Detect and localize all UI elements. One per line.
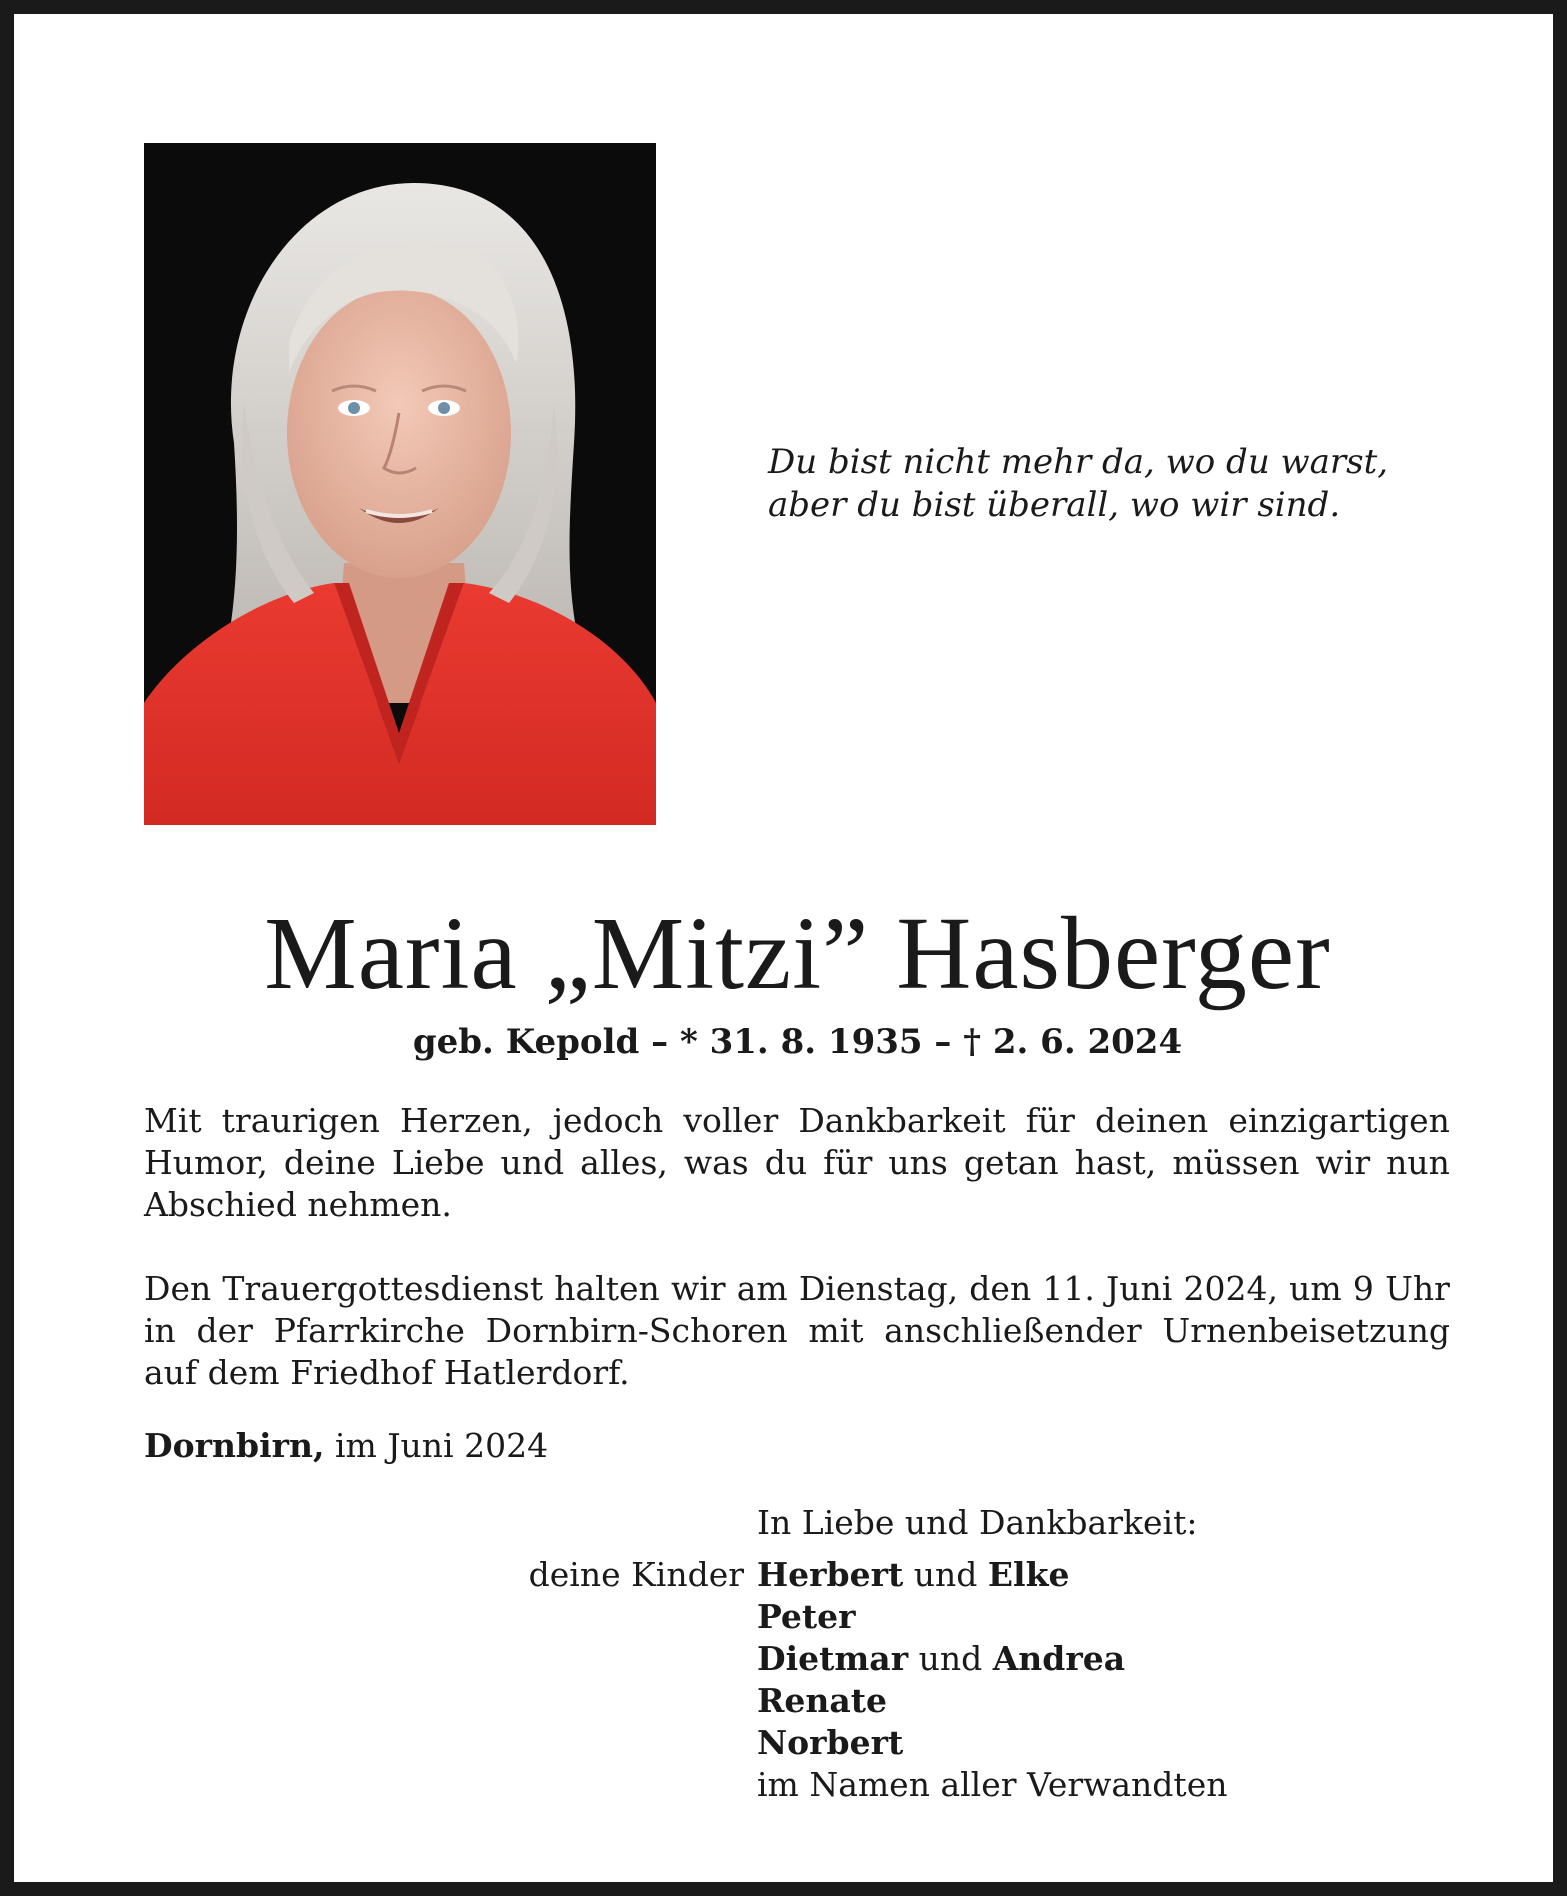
word: hast, xyxy=(1074,1143,1157,1182)
deceased-name: Maria „Mitzi” Hasberger xyxy=(264,896,1331,1011)
portrait-photo xyxy=(144,143,656,825)
word: jedoch xyxy=(552,1101,664,1140)
paragraph-line xyxy=(144,1100,1450,1142)
family-name: Elke xyxy=(987,1555,1070,1594)
place-month: im Juni 2024 xyxy=(324,1426,549,1465)
word: für xyxy=(1025,1101,1075,1140)
paragraph-line: auf dem Friedhof Hatlerdorf. xyxy=(144,1353,630,1392)
word: einzigartigen xyxy=(1228,1101,1450,1140)
family-name: Peter xyxy=(757,1597,856,1636)
family-row xyxy=(757,1638,1227,1680)
family-row xyxy=(757,1554,1227,1596)
family-conjunction: und xyxy=(903,1555,988,1594)
children-label: deine Kinder xyxy=(528,1555,744,1594)
family-name: Andrea xyxy=(992,1639,1126,1678)
word: müssen xyxy=(1172,1143,1300,1182)
paragraph-line xyxy=(144,1310,1450,1352)
word: 2024, xyxy=(1183,1269,1278,1308)
word: halten xyxy=(554,1269,660,1308)
family-name: Herbert xyxy=(757,1555,904,1594)
word: den xyxy=(969,1269,1032,1308)
family-row xyxy=(757,1722,1227,1764)
word: Dienstag, xyxy=(798,1269,959,1308)
quote-line: Du bist nicht mehr da, wo du warst, xyxy=(768,442,1389,482)
portrait-illustration xyxy=(144,143,656,825)
word: getan xyxy=(963,1143,1059,1182)
signoff: In Liebe und Dankbarkeit: xyxy=(757,1503,1198,1542)
family-name: Dietmar xyxy=(757,1639,909,1678)
word: mit xyxy=(808,1311,864,1350)
word: voller xyxy=(683,1101,779,1140)
word: anschließender xyxy=(884,1311,1142,1350)
place-city: Dornbirn, xyxy=(144,1426,325,1465)
memorial-quote xyxy=(768,441,1468,527)
family-conjunction: und xyxy=(908,1639,993,1678)
word: wir xyxy=(1315,1143,1371,1182)
word: deinen xyxy=(1095,1101,1209,1140)
word: was xyxy=(683,1143,749,1182)
paragraph-line xyxy=(144,1142,1450,1184)
word: Mit xyxy=(144,1101,202,1140)
word: am xyxy=(736,1269,788,1308)
family-closing: im Namen aller Verwandten xyxy=(757,1765,1228,1804)
word: Herzen, xyxy=(399,1101,533,1140)
word: deine xyxy=(283,1143,376,1182)
word: alles, xyxy=(580,1143,668,1182)
quote-line: aber du bist überall, wo wir sind. xyxy=(768,485,1341,525)
word: Liebe xyxy=(391,1143,485,1182)
word: Dankbarkeit xyxy=(798,1101,1006,1140)
family-row xyxy=(757,1680,1227,1722)
word: wir xyxy=(670,1269,726,1308)
word: uns xyxy=(888,1143,948,1182)
word: Trauergottesdienst xyxy=(222,1269,544,1308)
word: Humor, xyxy=(144,1143,268,1182)
word: und xyxy=(500,1143,565,1182)
word: Urnenbeisetzung xyxy=(1162,1311,1450,1350)
word: traurigen xyxy=(221,1101,380,1140)
word: in xyxy=(144,1311,176,1350)
paragraph-service xyxy=(144,1268,1450,1394)
family-names xyxy=(757,1554,1227,1806)
word: der xyxy=(196,1311,253,1350)
word: Juni xyxy=(1106,1269,1173,1308)
word: 11. xyxy=(1042,1269,1095,1308)
paragraph-line: Abschied nehmen. xyxy=(144,1185,452,1224)
birth-death-dates: geb. Kepold – * 31. 8. 1935 – † 2. 6. 2024 xyxy=(412,1022,1183,1062)
paragraph-farewell xyxy=(144,1100,1450,1226)
family-row xyxy=(757,1596,1227,1638)
place-date xyxy=(144,1424,548,1468)
word: 9 xyxy=(1352,1269,1374,1308)
family-name: Norbert xyxy=(757,1723,904,1762)
word: für xyxy=(823,1143,873,1182)
word: du xyxy=(764,1143,808,1182)
word: Uhr xyxy=(1385,1269,1450,1308)
family-name: Renate xyxy=(757,1681,888,1720)
word: nun xyxy=(1386,1143,1450,1182)
word: um xyxy=(1289,1269,1342,1308)
word: Den xyxy=(144,1269,212,1308)
paragraph-line xyxy=(144,1268,1450,1310)
word: Dornbirn-Schoren xyxy=(485,1311,788,1350)
word: Pfarrkirche xyxy=(273,1311,465,1350)
